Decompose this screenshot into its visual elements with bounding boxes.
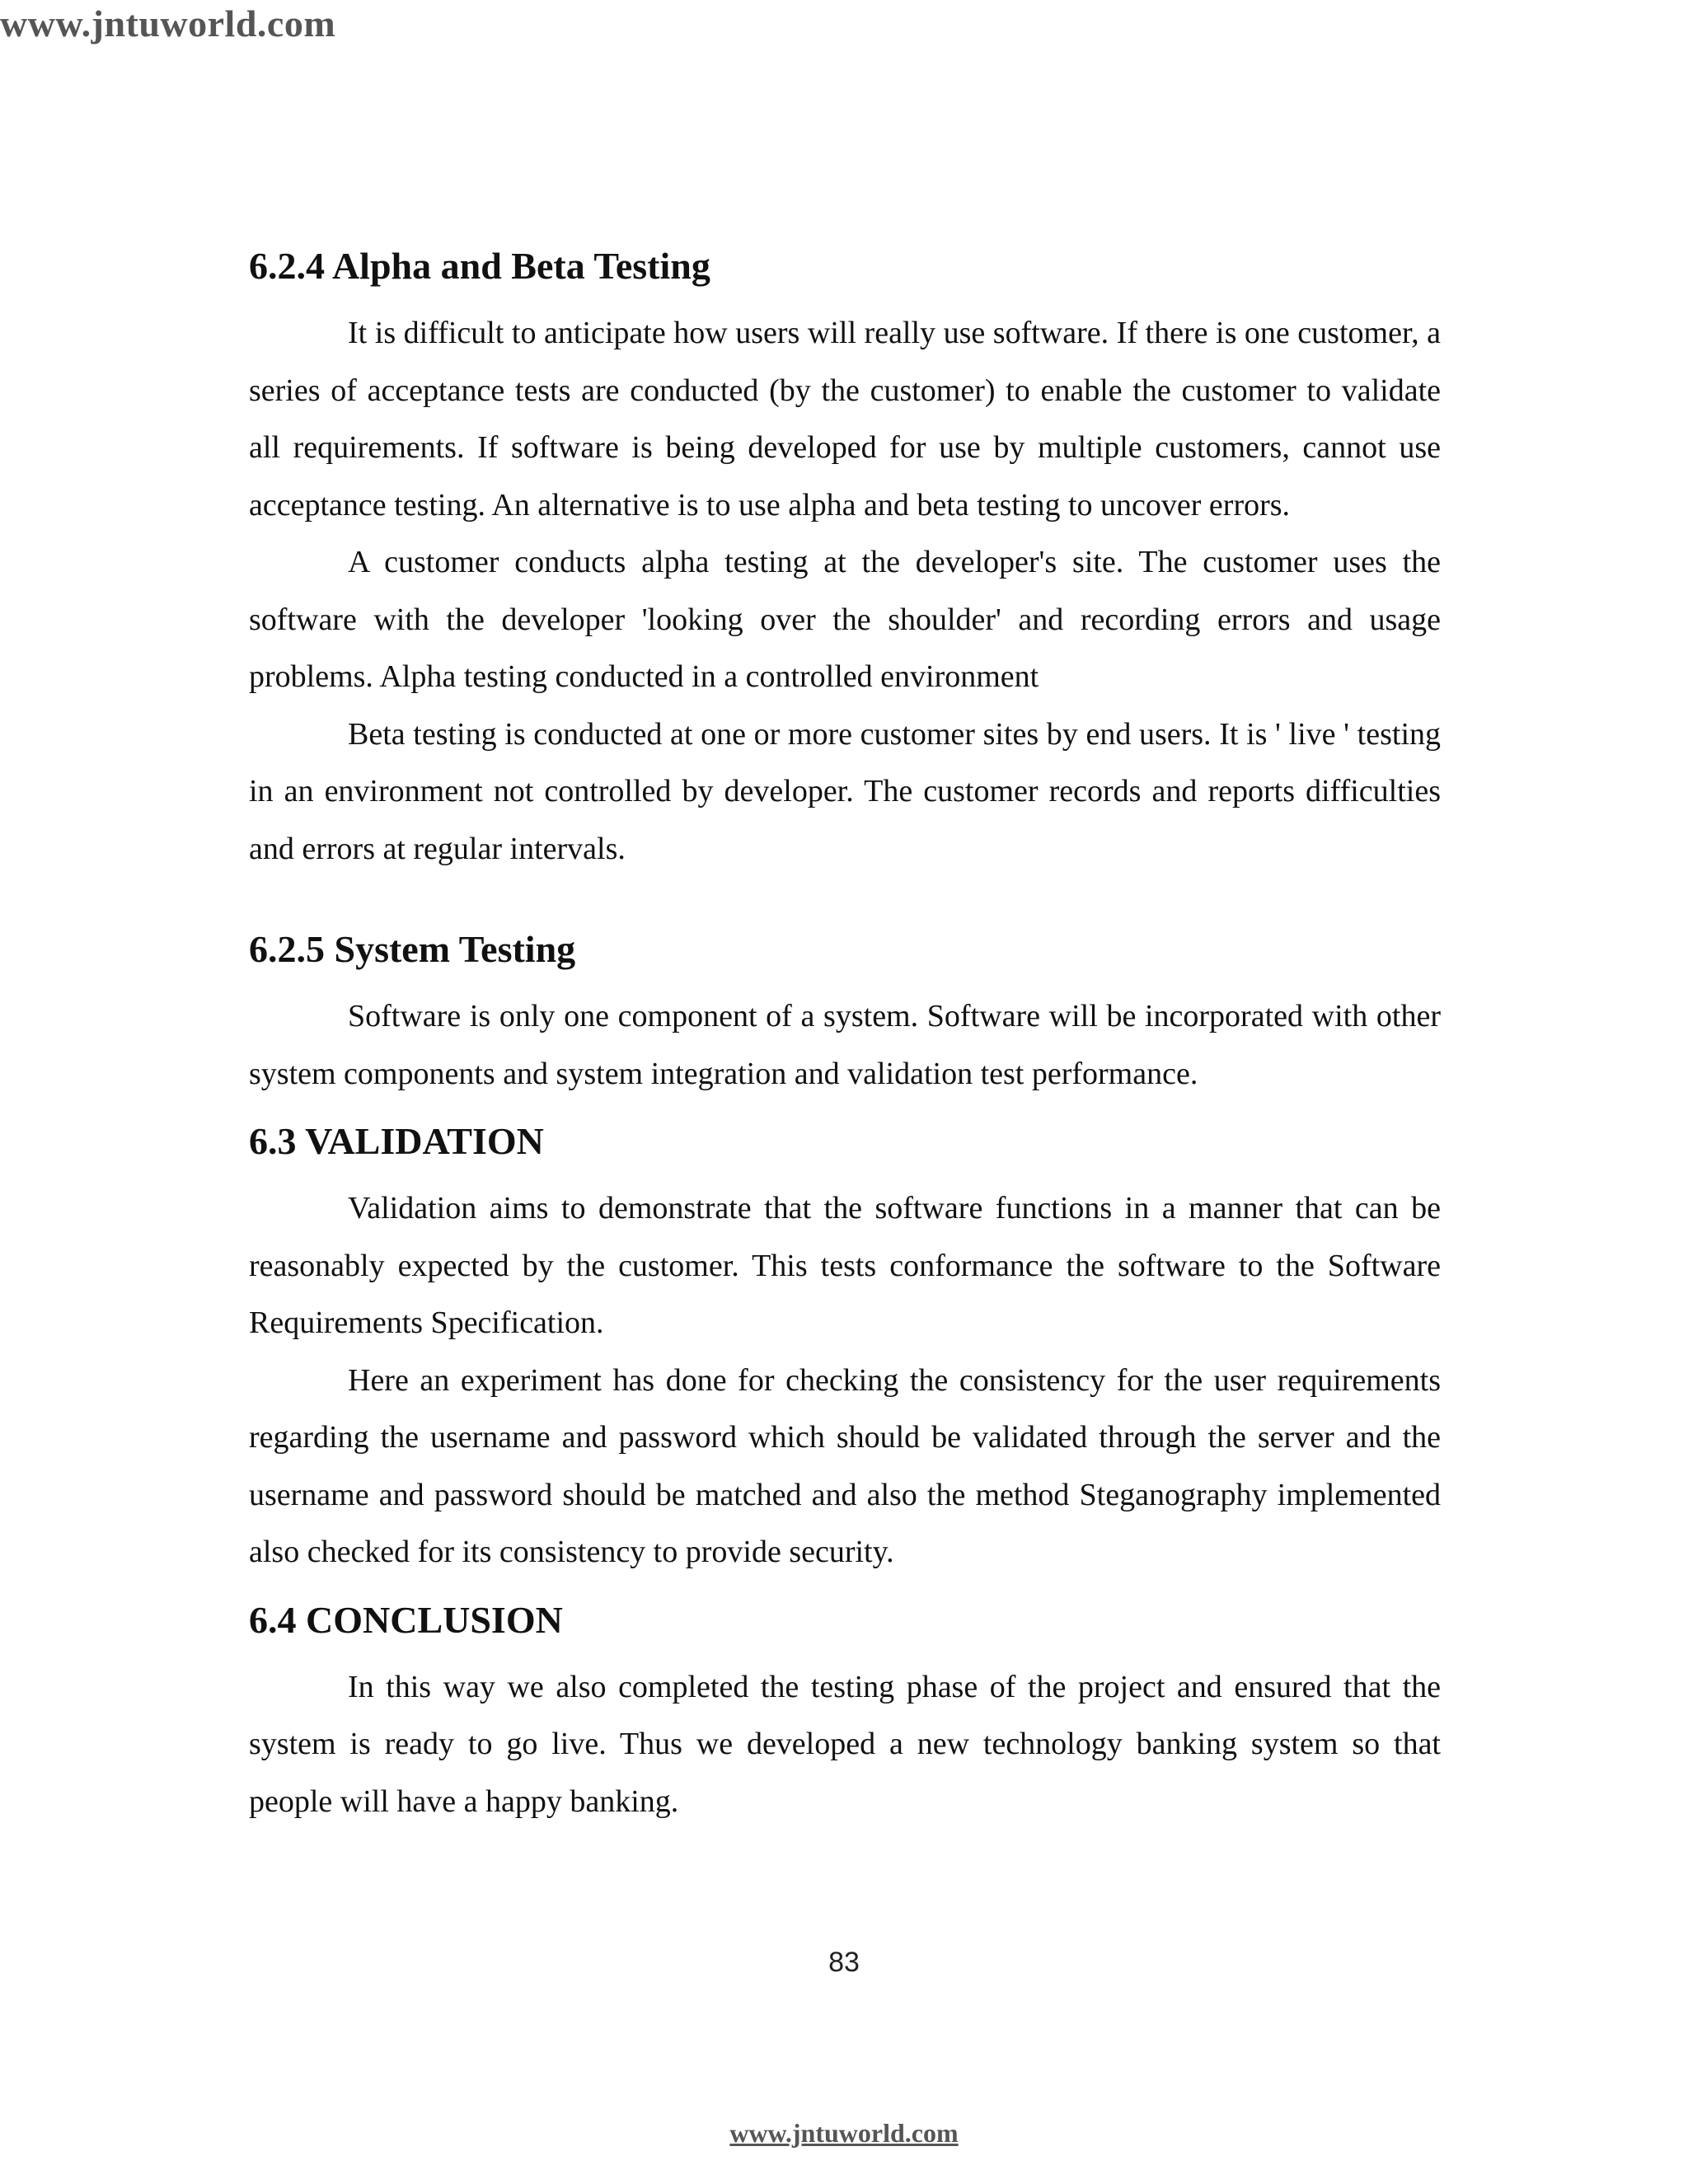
section-alpha-beta-testing (249, 247, 1441, 878)
section-heading: 6.2.4 Alpha and Beta Testing (249, 245, 710, 287)
section-validation (249, 1122, 1441, 1582)
paragraph: Here an experiment has done for checking the consistency for the user requirements regarding the username and password which should be validated through the server and the username and password should be matched and also the method Steganography implemented also checked for its consistency to provide security. (249, 1362, 1441, 1569)
paragraph: It is difficult to anticipate how users will really use software. If there is one customer, a series of acceptance tests are conducted (by the customer) to enable the customer to validate all requirements. If software is being developed for use by multiple customers, cannot use acceptance testing. An alternative is to use alpha and beta testing to uncover errors. (249, 316, 1441, 523)
watermark-bottom[interactable]: www.jntuworld.com (729, 2118, 959, 2148)
paragraph: A customer conducts alpha testing at the developer's site. The customer uses the software with the developer 'looking over the shoulder' and recording errors and usage problems. Alpha testing conducted in a controlled environment (249, 545, 1441, 694)
paragraph: Validation aims to demonstrate that the software functions in a manner that can be reasonably expected by the customer. This tests conformance the software to the Software Requirements Specification. (249, 1191, 1441, 1340)
section-heading: 6.2.5 System Testing (249, 928, 576, 970)
page-content (249, 247, 1441, 1830)
section-heading: 6.3 VALIDATION (249, 1120, 544, 1162)
section-conclusion (249, 1598, 1441, 1831)
paragraph: In this way we also completed the testing phase of the project and ensured that the system is ready to go live. Thus we developed a new technology banking system so that people will have a happy banking. (249, 1669, 1441, 1819)
page-number: 83 (828, 1947, 860, 1978)
paragraph: Beta testing is conducted at one or more customer sites by end users. It is ' live ' testing in an environment not controlled by developer. The customer records and reports difficulties and errors at regular intervals. (249, 716, 1441, 866)
section-heading: 6.4 CONCLUSION (249, 1598, 563, 1641)
paragraph: Software is only one component of a system. Software will be incorporated with other system components and system integration and validation test performance. (249, 999, 1441, 1091)
watermark-top: www.jntuworld.com (0, 2, 336, 45)
section-system-testing (249, 930, 1441, 1103)
